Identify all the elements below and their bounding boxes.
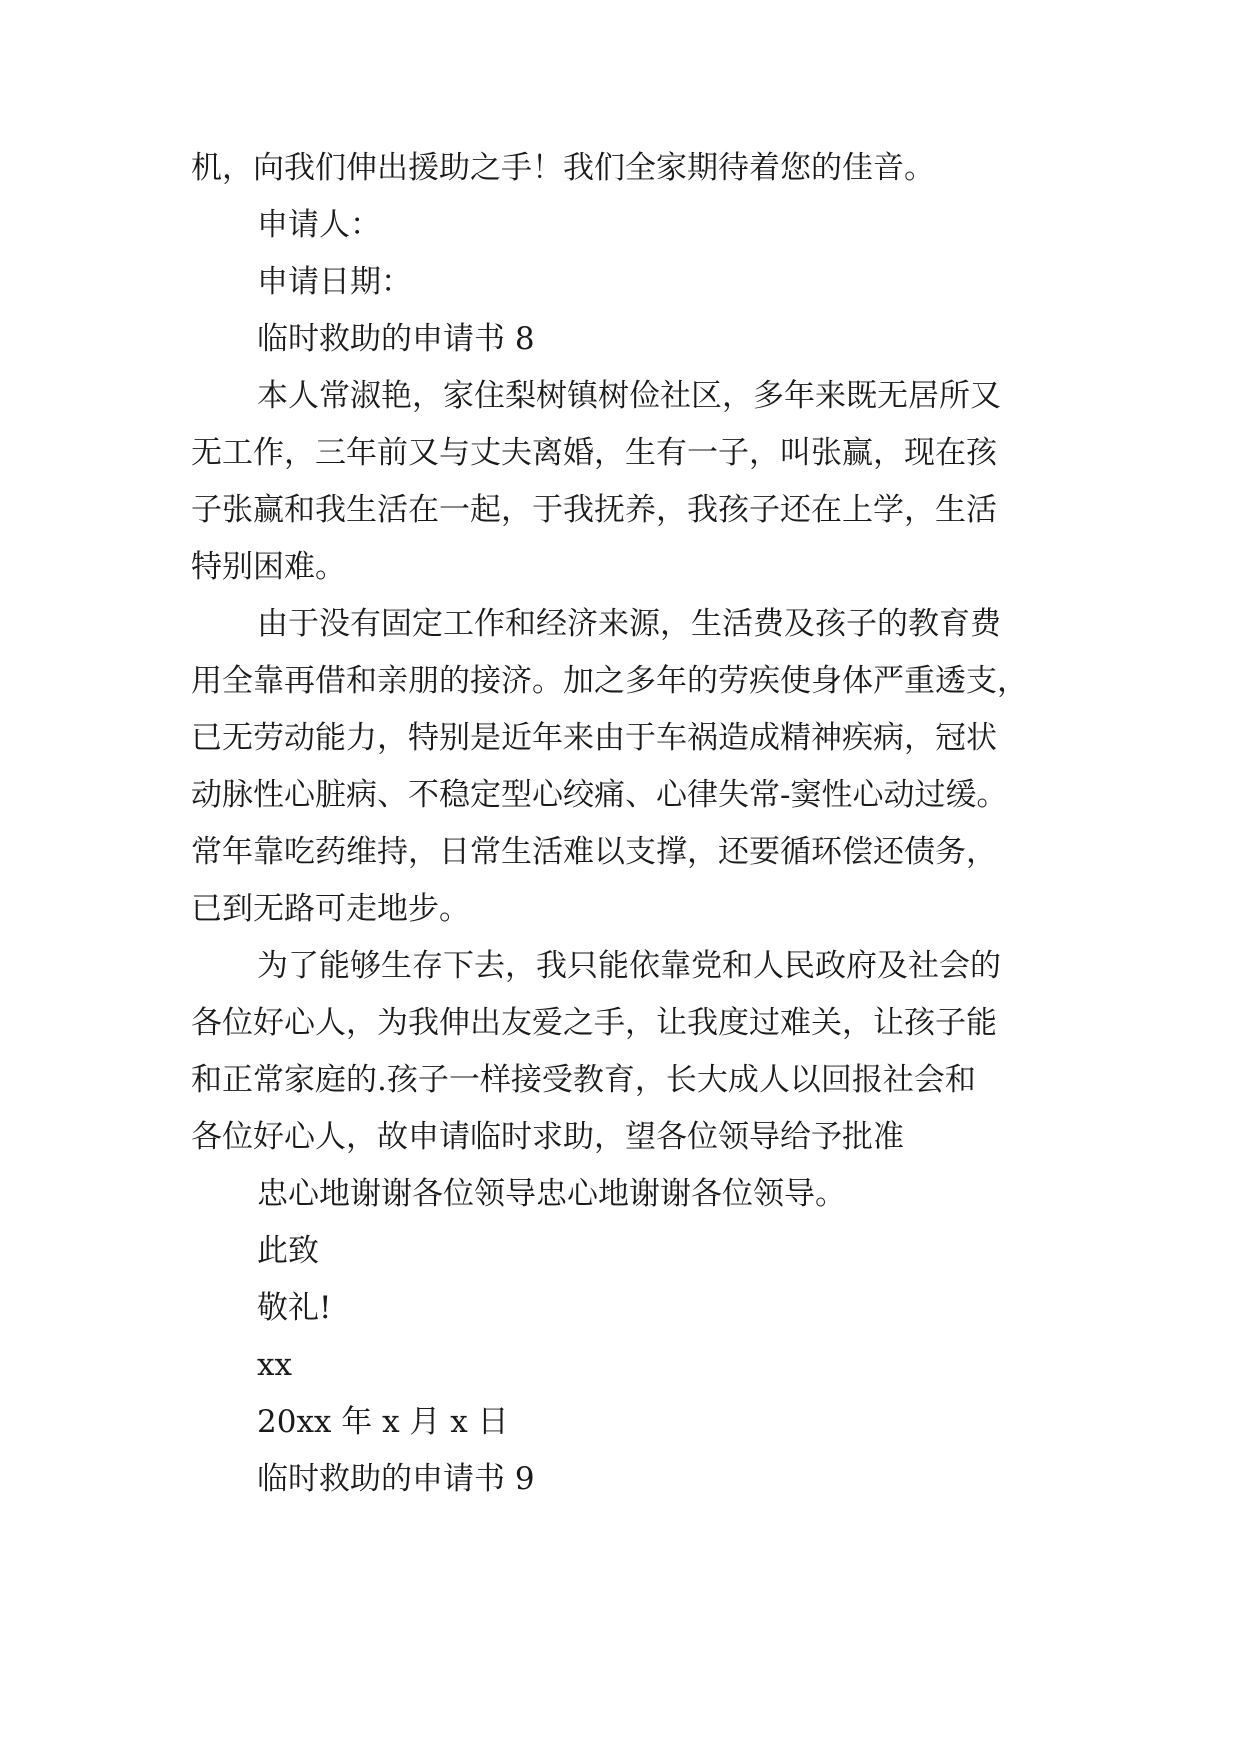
paragraph-line: 已无劳动能力，特别是近年来由于车祸造成精神疾病，冠状: [191, 720, 997, 756]
salutation-line: 此致: [257, 1233, 319, 1269]
letter-closing-line: 机，向我们伸出援助之手！我们全家期待着您的佳音。: [191, 150, 935, 186]
signature-date: 20xx 年 x 月 x 日: [257, 1404, 509, 1440]
paragraph-line: 本人常淑艳，家住梨树镇树俭社区，多年来既无居所又: [257, 378, 1001, 414]
paragraph-line: 特别困难。: [191, 549, 346, 585]
applicant-label: 申请人：: [257, 207, 381, 243]
paragraph-line: 常年靠吃药维持，日常生活难以支撑，还要循环偿还债务，: [191, 834, 997, 870]
paragraph-line: 无工作，三年前又与丈夫离婚，生有一子，叫张赢，现在孩: [191, 435, 997, 471]
application-date-label: 申请日期：: [257, 264, 412, 300]
paragraph-line: 各位好心人，故申请临时求助，望各位领导给予批准: [191, 1119, 904, 1155]
signature-name: xx: [257, 1347, 292, 1383]
section-heading-9: 临时救助的申请书 9: [257, 1461, 535, 1497]
section-heading-8: 临时救助的申请书 8: [257, 321, 535, 357]
paragraph-line: 已到无路可走地步。: [191, 891, 470, 927]
paragraph-line: 由于没有固定工作和经济来源，生活费及孩子的教育费: [257, 606, 1001, 642]
paragraph-line: 子张赢和我生活在一起，于我抚养，我孩子还在上学，生活: [191, 492, 997, 528]
paragraph-line: 动脉性心脏病、不稳定型心绞痛、心律失常-窦性心动过缓。: [191, 777, 1008, 813]
paragraph-line: 和正常家庭的.孩子一样接受教育，长大成人以回报社会和: [191, 1062, 976, 1098]
thanks-line: 忠心地谢谢各位领导忠心地谢谢各位领导。: [257, 1176, 846, 1212]
paragraph-line: 用全靠再借和亲朋的接济。加之多年的劳疾使身体严重透支，: [191, 663, 1028, 699]
paragraph-line: 各位好心人，为我伸出友爱之手，让我度过难关，让孩子能: [191, 1005, 997, 1041]
salutation-line: 敬礼!: [257, 1290, 332, 1326]
paragraph-line: 为了能够生存下去，我只能依靠党和人民政府及社会的: [257, 948, 1001, 984]
